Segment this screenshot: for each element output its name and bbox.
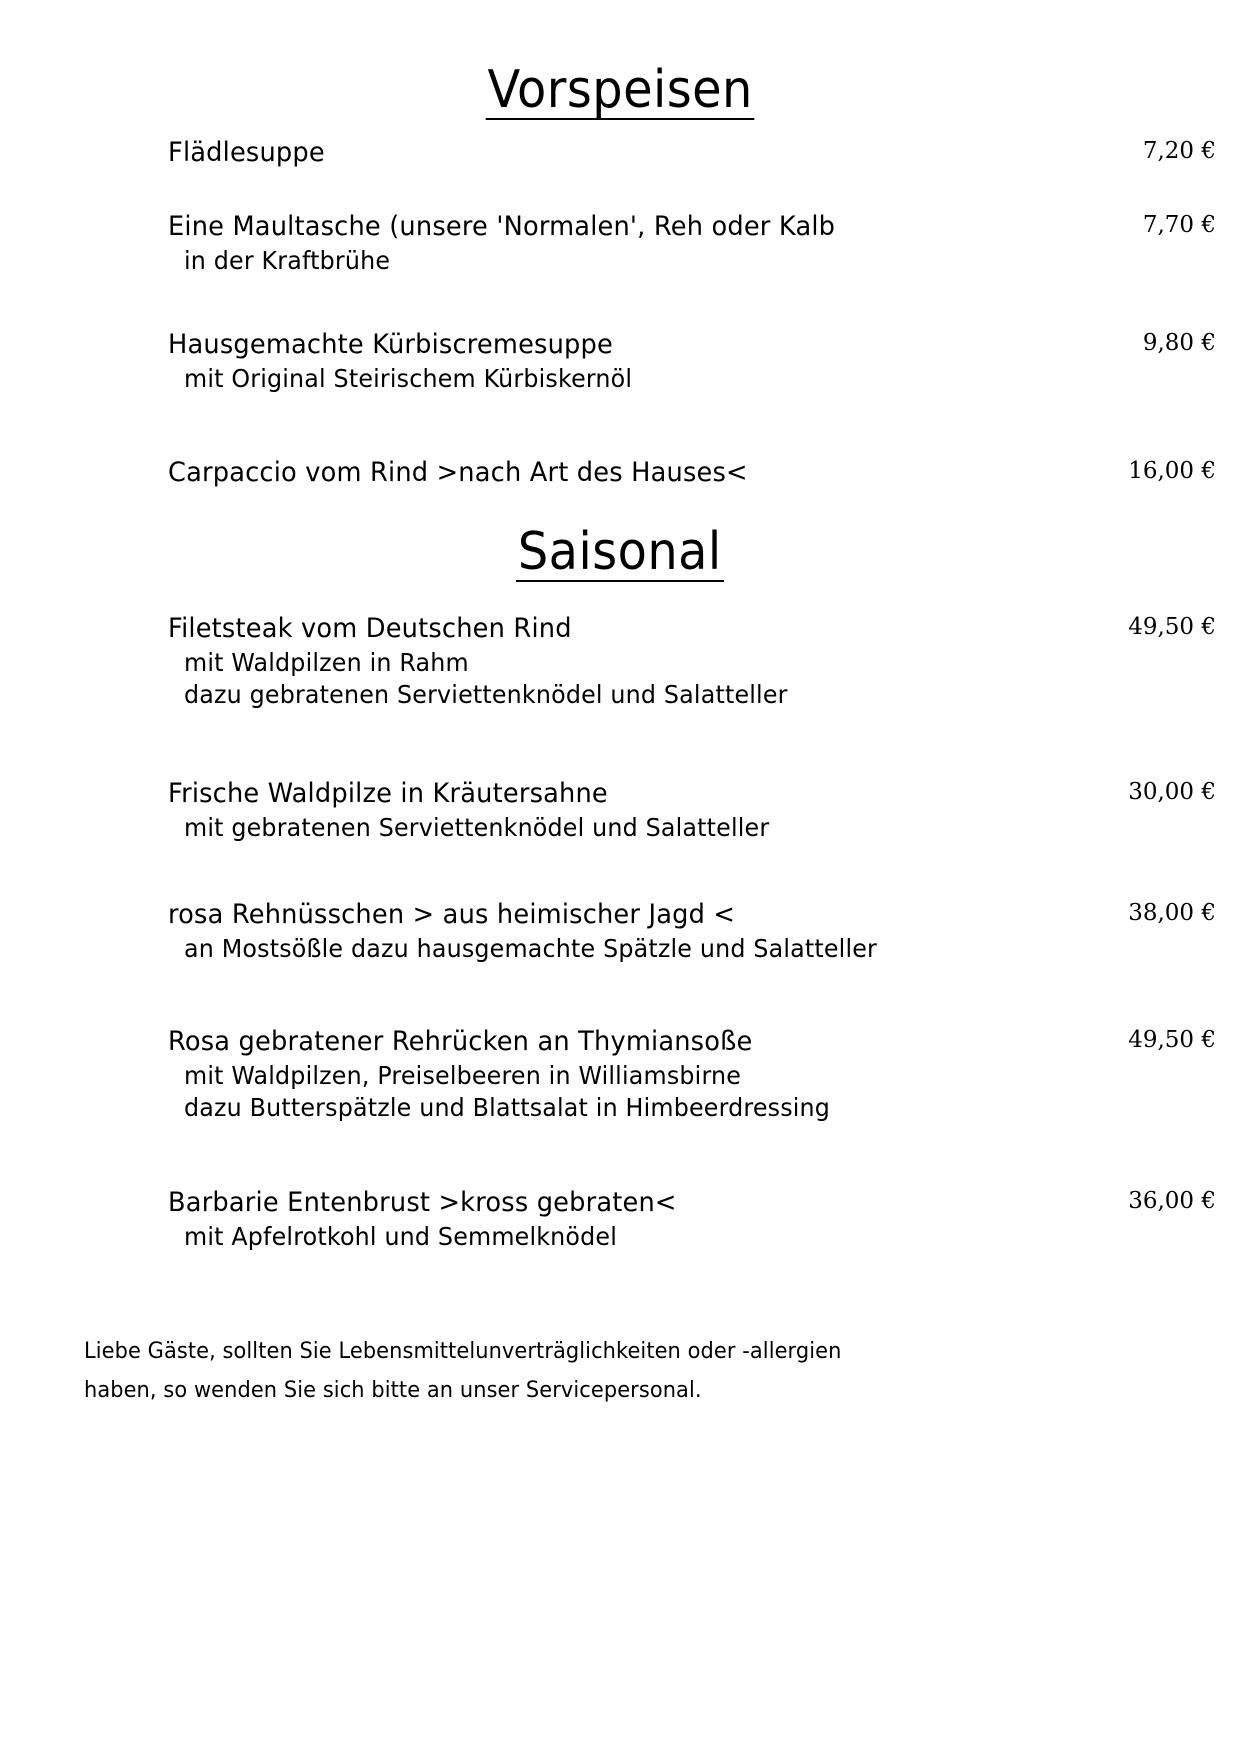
- menu-item: [168, 612, 1228, 712]
- menu-item-name: Barbarie Entenbrust >kross gebraten<: [168, 1187, 677, 1218]
- menu-item-description: dazu Butterspätzle und Blattsalat in Himbeerdressing: [184, 1093, 831, 1123]
- allergen-notice-line-2: haben, so wenden Sie sich bitte an unser Servicepersonal.: [84, 1377, 702, 1403]
- menu-item-name: Frische Waldpilze in Kräutersahne: [168, 778, 608, 809]
- section-heading-label: Saisonal: [518, 522, 722, 582]
- menu-item-name: Carpaccio vom Rind >nach Art des Hauses<: [168, 457, 748, 488]
- allergen-notice: [84, 1333, 1164, 1410]
- menu-item-price: 7,20 €: [1142, 138, 1216, 164]
- menu-item-price: 16,00 €: [1128, 458, 1216, 484]
- menu-item-name: Flädlesuppe: [168, 137, 325, 168]
- menu-item-description: an Mostsößle dazu hausgemachte Spätzle und Salatteller: [184, 933, 878, 963]
- menu-item-description: mit Original Steirischem Kürbiskernöl: [184, 363, 633, 393]
- menu-item-description: in der Kraftbrühe: [184, 245, 391, 275]
- menu-item-description: dazu gebratenen Serviettenknödel und Salatteller: [184, 680, 788, 710]
- menu-item-title-row: [168, 210, 1078, 245]
- allergen-notice-line-1: Liebe Gäste, sollten Sie Lebensmittelunverträglichkeiten oder -allergien: [84, 1339, 842, 1364]
- menu-item-price: 49,50 €: [1128, 614, 1216, 640]
- menu-item-title-row: [168, 1186, 1078, 1221]
- menu-item-price: 36,00 €: [1128, 1188, 1216, 1214]
- menu-item-name: Hausgemachte Kürbiscremesuppe: [168, 329, 613, 360]
- menu-item-name: Eine Maultasche (unsere 'Normalen', Reh oder Kalb: [168, 211, 836, 242]
- menu-item-title-row: [168, 1025, 1078, 1060]
- menu-item: [168, 1186, 1228, 1253]
- menu-item-price: 49,50 €: [1128, 1027, 1216, 1053]
- menu-item-name: rosa Rehnüsschen > aus heimischer Jagd <: [168, 899, 736, 930]
- menu-item: [168, 1025, 1228, 1125]
- menu-item-price: 30,00 €: [1128, 779, 1216, 805]
- menu-item-title-row: [168, 898, 1078, 933]
- menu-item: [168, 777, 1228, 844]
- menu-item-description: mit gebratenen Serviettenknödel und Salatteller: [184, 812, 770, 842]
- section-heading-saisonal: [0, 522, 1240, 582]
- section-heading-text: [0, 522, 1240, 582]
- section-heading-vorspeisen: [0, 60, 1240, 120]
- menu-item-title-row: [168, 456, 1078, 491]
- menu-item: [168, 898, 1228, 965]
- menu-item-name: Filetsteak vom Deutschen Rind: [168, 613, 572, 644]
- menu-item-title-row: [168, 136, 1078, 171]
- menu-item-name: Rosa gebratener Rehrücken an Thymiansoße: [168, 1026, 753, 1057]
- menu-item-description: mit Waldpilzen, Preiselbeeren in Williamsbirne: [184, 1060, 742, 1090]
- menu-item-description: mit Waldpilzen in Rahm: [184, 647, 469, 677]
- menu-item-title-row: [168, 612, 1078, 647]
- menu-item-price: 38,00 €: [1128, 900, 1216, 926]
- section-heading-label: Vorspeisen: [487, 60, 753, 120]
- menu-item-price: 7,70 €: [1142, 212, 1216, 238]
- menu-item-price: 9,80 €: [1142, 330, 1216, 356]
- menu-item: [168, 328, 1228, 395]
- menu-item: [168, 456, 1228, 491]
- section-heading-text: [0, 60, 1240, 120]
- menu-item: [168, 136, 1228, 171]
- menu-item-description: mit Apfelrotkohl und Semmelknödel: [184, 1221, 618, 1251]
- menu-item-title-row: [168, 328, 1078, 363]
- menu-item-title-row: [168, 777, 1078, 812]
- menu-item: [168, 210, 1228, 277]
